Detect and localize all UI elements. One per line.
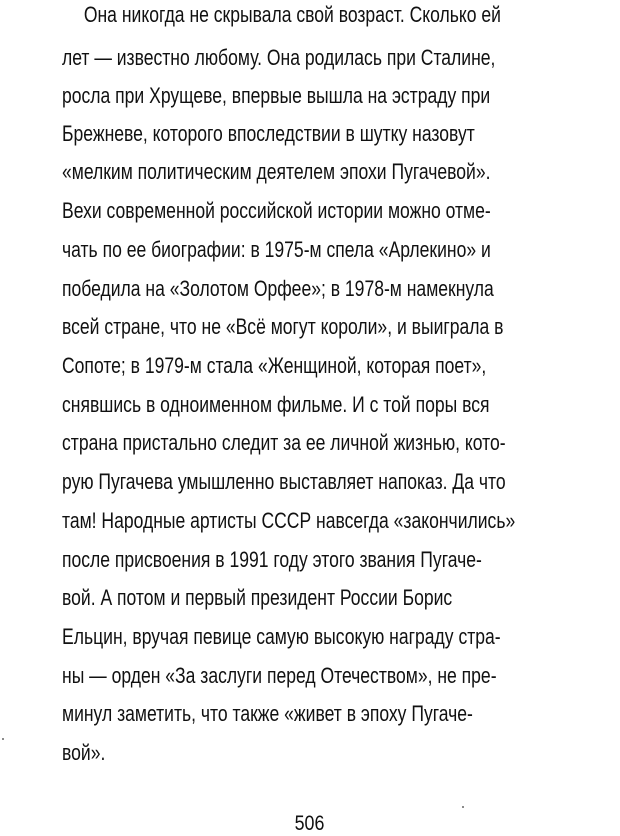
page-number: [0, 812, 620, 836]
text-line: после присвоения в 1991 году этого звания Пугаче-: [62, 547, 482, 572]
text-line: минул заметить, что также «живет в эпоху Пугаче-: [62, 701, 473, 726]
text-line: Брежневе, которого впоследствии в шутку назовут: [62, 121, 475, 146]
text-line: Ельцин, вручая певице самую высокую награду стра-: [62, 624, 501, 649]
text-line: росла при Хрущеве, впервые вышла на эстраду при: [62, 83, 491, 108]
text-line: Она никогда не скрывала свой возраст. Сколько ей: [83, 2, 501, 27]
text-line: «мелким политическим деятелем эпохи Пугачевой».: [62, 159, 491, 184]
scan-speck: [2, 738, 4, 740]
text-line: вой».: [62, 740, 106, 765]
text-line: чать по ее биографии: в 1975-м спела «Арлекино» и: [62, 237, 491, 262]
page-number-text: 506: [295, 812, 325, 835]
text-line: всей стране, что не «Всё могут короли», и выиграла в: [62, 314, 504, 339]
scan-speck: [462, 806, 464, 808]
text-line: победила на «Золотом Орфее»; в 1978-м намекнула: [62, 276, 494, 301]
text-line: рую Пугачева умышленно выставляет напоказ. Да что: [62, 469, 506, 494]
text-line: там! Народные артисты СССР навсегда «закончились»: [62, 508, 516, 533]
text-line: вой. А потом и первый президент России Борис: [62, 585, 453, 610]
text-line: Вехи современной российской истории можно отме-: [62, 198, 491, 223]
text-line: Сопоте; в 1979-м стала «Женщиной, которая поет»,: [62, 353, 487, 378]
text-line: снявшись в одноименном фильме. И с той поры вся: [62, 392, 490, 417]
text-line: ны — орден «За заслуги перед Отечеством», не пре-: [62, 663, 497, 688]
text-line: лет — известно любому. Она родилась при Сталине,: [62, 45, 496, 70]
text-line: страна пристально следит за ее личной жизнью, кото-: [62, 430, 506, 455]
